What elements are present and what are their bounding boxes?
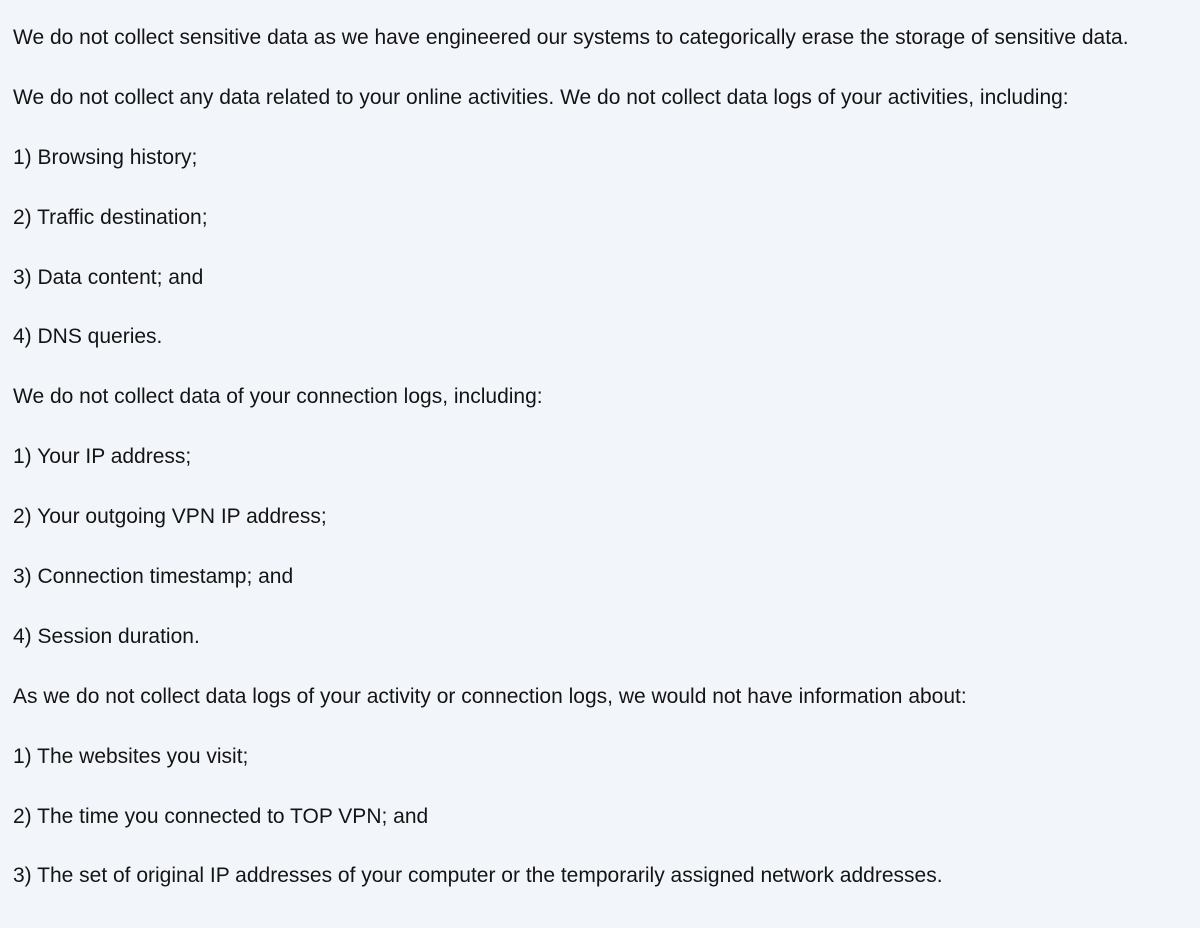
list-item: 2) Your outgoing VPN IP address; bbox=[13, 505, 327, 529]
policy-paragraph: We do not collect sensitive data as we have engineered our systems to categorically erase the storage of sensitive data. bbox=[13, 26, 1129, 49]
list-item: 2) The time you connected to TOP VPN; and bbox=[13, 804, 429, 828]
policy-paragraph: We do not collect any data related to your online activities. We do not collect data logs of your activities, including: bbox=[13, 85, 1069, 109]
list-item: 1) Browsing history; bbox=[13, 145, 198, 169]
list-item: 1) Your IP address; bbox=[13, 445, 192, 469]
list-item: 3) Data content; and bbox=[13, 265, 204, 289]
list-item: 2) Traffic destination; bbox=[13, 205, 208, 229]
list-item: 3) The set of original IP addresses of your computer or the temporarily assigned network addresses. bbox=[13, 864, 943, 888]
list-item: 4) Session duration. bbox=[13, 624, 200, 648]
list-item: 3) Connection timestamp; and bbox=[13, 565, 294, 589]
policy-paragraph: As we do not collect data logs of your activity or connection logs, we would not have information about: bbox=[13, 684, 967, 708]
list-item: 4) DNS queries. bbox=[13, 325, 163, 349]
list-item: 1) The websites you visit; bbox=[13, 744, 249, 768]
policy-paragraph: We do not collect data of your connection logs, including: bbox=[13, 385, 543, 409]
